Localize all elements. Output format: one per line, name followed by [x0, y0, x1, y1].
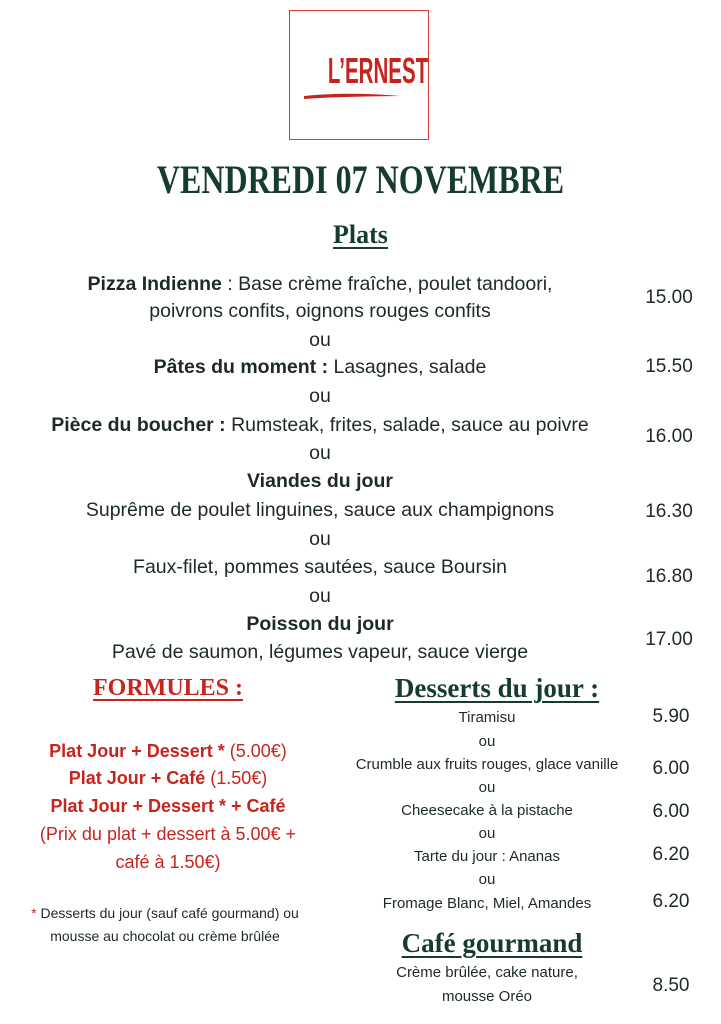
dessert-item: Tarte du jour : Ananas	[414, 848, 560, 865]
plat-description: : Base crème fraîche, poulet tandoori,	[221, 273, 553, 295]
plat-description: poivrons confits, oignons rouges confits	[149, 300, 491, 322]
plat-name: Poisson du jour	[246, 613, 394, 635]
formules-heading: FORMULES :	[93, 675, 243, 701]
formule-price: (1.50€)	[205, 768, 268, 788]
plat-description: Suprême de poulet linguines, sauce aux champignons	[85, 499, 555, 521]
plat-name: Viandes du jour	[247, 470, 393, 492]
plat-price: 17.00	[645, 629, 693, 650]
plat-separator: ou	[309, 329, 331, 351]
formule-line	[0, 821, 336, 848]
formule-line	[0, 738, 336, 765]
plat-line	[0, 496, 640, 524]
formule-line	[0, 765, 336, 792]
plat-price: 15.00	[645, 287, 693, 308]
plat-name: Pâtes du moment :	[153, 356, 329, 378]
plat-price: 15.50	[645, 356, 693, 377]
plat-name: Pièce du boucher :	[51, 414, 226, 436]
formule-price: café à 1.50€)	[115, 852, 221, 872]
cafe-gourmand-item: Crème brûlée, cake nature,	[396, 964, 578, 981]
dessert-price: 6.00	[652, 801, 690, 822]
footnote-line	[0, 925, 330, 947]
plat-line	[0, 411, 640, 439]
plat-line	[0, 638, 640, 666]
logo-swoosh-icon	[302, 91, 402, 101]
plat-price: 16.00	[645, 426, 693, 447]
plat-separator: ou	[309, 528, 331, 550]
formule-name: Plat Jour + Dessert *	[49, 741, 225, 761]
plat-line	[0, 297, 640, 325]
formule-line	[0, 793, 336, 820]
cafe-gourmand-item: mousse Oréo	[441, 988, 533, 1005]
footnote-text: Desserts du jour (sauf café gourmand) ou	[36, 905, 299, 921]
plat-line	[0, 553, 640, 581]
footnote-text: mousse au chocolat ou crème brûlée	[50, 928, 280, 944]
plat-separator: ou	[309, 385, 331, 407]
dessert-price: 5.90	[652, 706, 690, 727]
footnote-asterisk: *	[31, 905, 37, 921]
plat-description: Pavé de saumon, légumes vapeur, sauce vierge	[111, 641, 529, 663]
dessert-separator: ou	[478, 733, 496, 750]
plat-price: 16.30	[645, 501, 693, 522]
dessert-item: Crumble aux fruits rouges, glace vanille	[355, 756, 619, 773]
formule-name: Plat Jour + Dessert * + Café	[50, 796, 286, 816]
dessert-separator: ou	[478, 825, 496, 842]
formule-name: Plat Jour + Café	[68, 768, 206, 788]
plat-line	[0, 270, 640, 298]
plats-heading: Plats	[333, 220, 388, 249]
plat-description: Lasagnes, salade	[328, 356, 487, 378]
cafe-gourmand-heading: Café gourmand	[401, 928, 583, 958]
logo-text: L’ERNEST	[327, 50, 429, 91]
plat-description: Rumsteak, frites, salade, sauce au poivre	[225, 414, 589, 436]
dessert-price: 6.20	[652, 891, 690, 912]
plat-line	[0, 467, 640, 495]
dessert-separator: ou	[478, 871, 496, 888]
plat-separator: ou	[309, 442, 331, 464]
plat-name: Pizza Indienne	[87, 273, 222, 295]
dessert-item: Cheesecake à la pistache	[401, 802, 573, 819]
dessert-item: Tiramisu	[458, 709, 516, 726]
footnote-line	[0, 902, 330, 924]
restaurant-logo	[289, 10, 429, 140]
dessert-separator: ou	[478, 779, 496, 796]
plat-line	[0, 353, 640, 381]
dessert-price: 6.20	[652, 844, 690, 865]
formule-line	[0, 849, 336, 876]
plat-separator: ou	[309, 585, 331, 607]
formule-price: (5.00€)	[224, 741, 287, 761]
logo-wordmark	[290, 51, 428, 91]
plat-description: Faux-filet, pommes sautées, sauce Boursin	[133, 556, 507, 578]
desserts-heading: Desserts du jour :	[394, 673, 600, 703]
dessert-price: 6.00	[652, 758, 690, 779]
plat-line	[0, 610, 640, 638]
page-title: VENDREDI 07 NOVEMBRE	[156, 157, 565, 202]
dessert-item: Fromage Blanc, Miel, Amandes	[382, 895, 592, 912]
cafe-gourmand-price: 8.50	[652, 975, 690, 996]
formule-price: (Prix du plat + dessert à 5.00€ +	[39, 824, 297, 844]
plat-price: 16.80	[645, 566, 693, 587]
